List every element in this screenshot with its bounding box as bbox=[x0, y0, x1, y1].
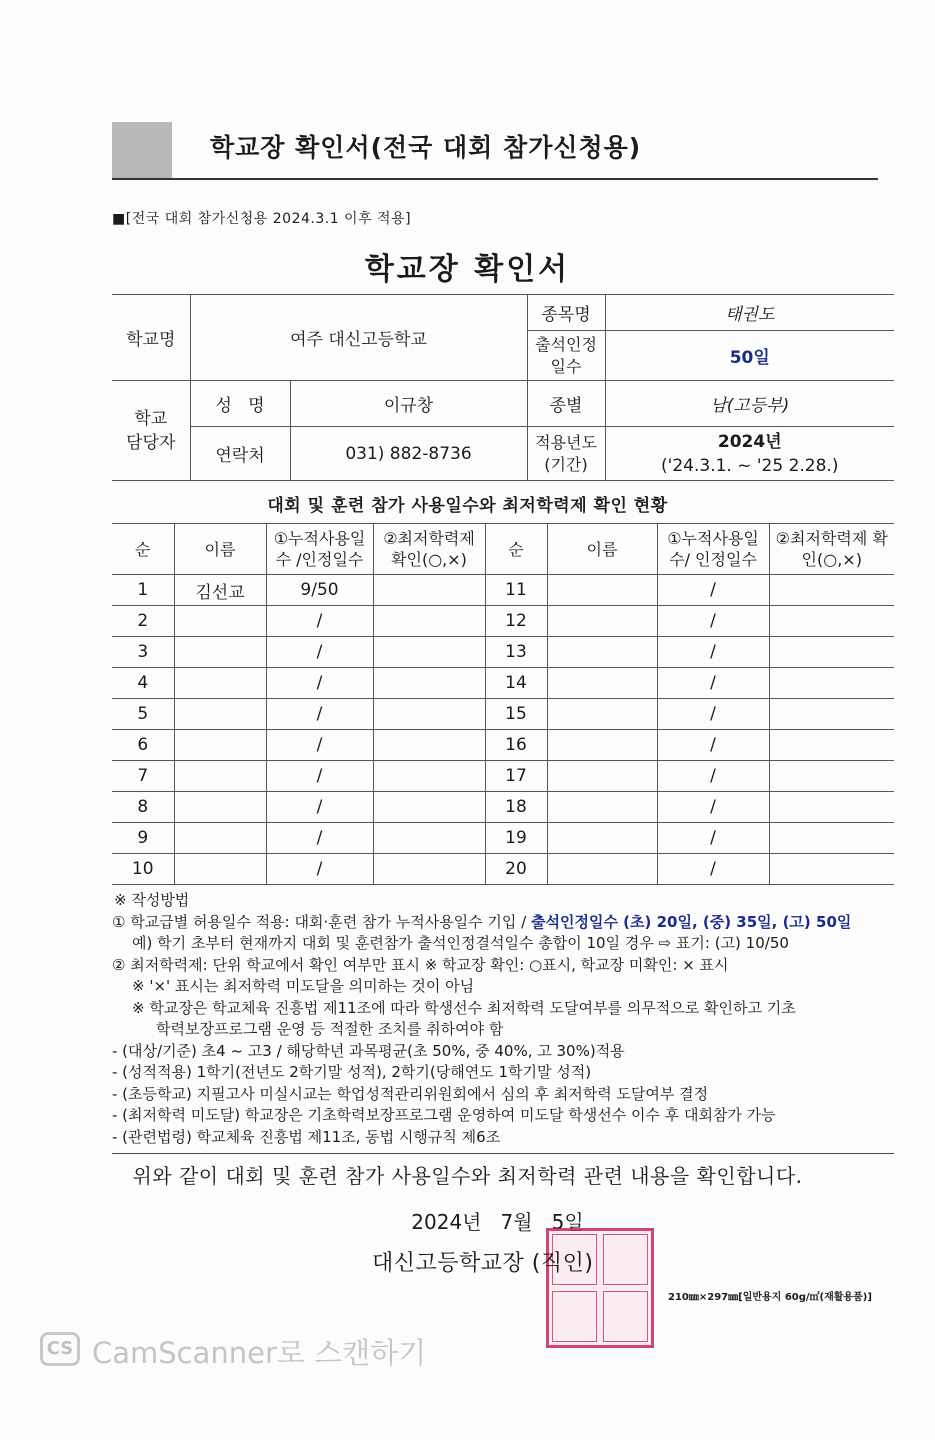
check-cell bbox=[373, 575, 485, 606]
col-header-check-right: ②최저학력제 확인(○,×) bbox=[769, 524, 894, 575]
attendance-value: 50일 bbox=[605, 331, 894, 381]
check-cell bbox=[769, 823, 894, 854]
student-name bbox=[547, 606, 657, 637]
student-name: 김선교 bbox=[174, 575, 266, 606]
check-cell bbox=[373, 761, 485, 792]
note-1-highlight: 출석인정일수 (초) 20일, (중) 35일, (고) 50일 bbox=[531, 912, 852, 931]
row-number: 10 bbox=[112, 854, 174, 885]
days-cell: / bbox=[657, 792, 769, 823]
student-name bbox=[174, 761, 266, 792]
check-cell bbox=[769, 792, 894, 823]
check-cell bbox=[769, 699, 894, 730]
student-name bbox=[547, 730, 657, 761]
days-cell: / bbox=[657, 637, 769, 668]
row-number: 1 bbox=[112, 575, 174, 606]
days-cell: / bbox=[657, 730, 769, 761]
detail-5: - (관련법령) 학교체육 진흥법 제11조, 동법 시행규칙 제6조 bbox=[112, 1127, 501, 1146]
table-row bbox=[112, 668, 894, 699]
check-cell bbox=[373, 637, 485, 668]
table-row bbox=[112, 637, 894, 668]
row-number: 11 bbox=[485, 575, 547, 606]
table-row bbox=[112, 606, 894, 637]
event-value: 태권도 bbox=[605, 295, 894, 331]
attendance-label: 출석인정 일수 bbox=[527, 331, 605, 381]
confirmation-statement: 위와 같이 대회 및 훈련 참가 사용일수와 최저학력 관련 내용을 확인합니다. bbox=[132, 1164, 803, 1188]
days-cell: / bbox=[657, 823, 769, 854]
table-row bbox=[112, 730, 894, 761]
days-cell: / bbox=[266, 792, 373, 823]
check-cell bbox=[769, 668, 894, 699]
days-cell: 9/50 bbox=[266, 575, 373, 606]
row-number: 13 bbox=[485, 637, 547, 668]
header-title: 학교장 확인서(전국 대회 참가신청용) bbox=[210, 133, 642, 162]
paper-spec: 210㎜×297㎜[일반용지 60g/㎡(재활용품)] bbox=[668, 1292, 872, 1303]
period-value: ('24.3.1. ~ '25 2.28.) bbox=[661, 455, 839, 476]
note-2: ② 최저학력제: 단위 학교에서 확인 여부만 표시 ※ 학교장 확인: ○표시, 학교장 미확인: × 표시 bbox=[112, 955, 729, 974]
check-cell bbox=[373, 854, 485, 885]
student-name bbox=[174, 854, 266, 885]
row-number: 14 bbox=[485, 668, 547, 699]
row-number: 9 bbox=[112, 823, 174, 854]
row-number: 7 bbox=[112, 761, 174, 792]
check-cell bbox=[373, 606, 485, 637]
contact-label: 연락처 bbox=[190, 427, 290, 481]
name-value: 이규창 bbox=[290, 381, 527, 427]
days-cell: / bbox=[266, 668, 373, 699]
manager-label: 학교 담당자 bbox=[112, 381, 190, 481]
student-name bbox=[547, 823, 657, 854]
row-number: 8 bbox=[112, 792, 174, 823]
col-header-no-left: 순 bbox=[112, 524, 174, 575]
table-row bbox=[112, 792, 894, 823]
row-number: 2 bbox=[112, 606, 174, 637]
check-cell bbox=[769, 637, 894, 668]
attendance-table bbox=[112, 523, 894, 885]
check-cell bbox=[769, 761, 894, 792]
days-cell: / bbox=[266, 761, 373, 792]
gender-value: 남(고등부) bbox=[605, 381, 894, 427]
table-row bbox=[112, 854, 894, 885]
col-header-name-right: 이름 bbox=[547, 524, 657, 575]
table-row bbox=[112, 699, 894, 730]
year-label: 적용년도 (기간) bbox=[527, 427, 605, 481]
student-name bbox=[174, 668, 266, 699]
writing-instructions bbox=[112, 890, 912, 1148]
camscanner-watermark: CamScanner로 스캔하기 bbox=[92, 1336, 427, 1370]
detail-3: - (초등학교) 지필고사 미실시교는 학업성적관리위원회에서 심의 후 최저학력 도달여부 결정 bbox=[112, 1084, 709, 1103]
year-value-cell bbox=[605, 427, 894, 481]
check-cell bbox=[373, 792, 485, 823]
student-name bbox=[547, 699, 657, 730]
name-label: 성 명 bbox=[190, 381, 290, 427]
table-row bbox=[112, 761, 894, 792]
header-gray-block bbox=[112, 122, 172, 180]
student-name bbox=[174, 730, 266, 761]
col-header-days-right: ①누적사용일수/ 인정일수 bbox=[657, 524, 769, 575]
days-cell: / bbox=[657, 699, 769, 730]
col-header-name-left: 이름 bbox=[174, 524, 266, 575]
row-number: 12 bbox=[485, 606, 547, 637]
note-4: ※ 학교장은 학교체육 진흥법 제11조에 따라 학생선수 최저학력 도달여부를 의무적으로 확인하고 기초 bbox=[132, 998, 796, 1017]
school-name-label: 학교명 bbox=[112, 295, 190, 381]
days-cell: / bbox=[266, 699, 373, 730]
gender-label: 종별 bbox=[527, 381, 605, 427]
issue-date: 2024년 7월 5일 bbox=[411, 1210, 584, 1234]
detail-2: - (성적적용) 1학기(전년도 2학기말 성적), 2학기(당해연도 1학기말 성적) bbox=[112, 1063, 592, 1081]
table-row bbox=[112, 823, 894, 854]
table-row bbox=[112, 575, 894, 606]
document-title: 학교장 확인서 bbox=[364, 252, 571, 287]
check-cell bbox=[769, 606, 894, 637]
row-number: 4 bbox=[112, 668, 174, 699]
student-name bbox=[547, 668, 657, 699]
row-number: 19 bbox=[485, 823, 547, 854]
student-name bbox=[174, 699, 266, 730]
student-name bbox=[174, 792, 266, 823]
check-cell bbox=[769, 854, 894, 885]
student-name bbox=[174, 637, 266, 668]
row-number: 5 bbox=[112, 699, 174, 730]
student-name bbox=[547, 575, 657, 606]
days-cell: / bbox=[657, 606, 769, 637]
student-name bbox=[174, 823, 266, 854]
col-header-check-left: ②최저학력제 확인(○,×) bbox=[373, 524, 485, 575]
row-number: 15 bbox=[485, 699, 547, 730]
check-cell bbox=[769, 575, 894, 606]
principal-signature: 대신고등학교장 (직인) bbox=[372, 1251, 594, 1276]
check-cell bbox=[373, 730, 485, 761]
col-header-no-right: 순 bbox=[485, 524, 547, 575]
row-number: 17 bbox=[485, 761, 547, 792]
student-name bbox=[547, 854, 657, 885]
check-cell bbox=[373, 699, 485, 730]
col-header-days-left: ①누적사용일수 /인정일수 bbox=[266, 524, 373, 575]
note-1-text: ① 학교급별 허용일수 적용: 대회·훈련 참가 누적사용일수 기입 / bbox=[112, 912, 531, 931]
header-divider bbox=[112, 178, 878, 180]
note-1-example: 예) 학기 초부터 현재까지 대회 및 훈련참가 출석인정결석일수 총합이 10일 경우 ⇨ 표기: (고) 10/50 bbox=[132, 934, 789, 952]
school-info-table bbox=[112, 294, 894, 481]
section-title: 대회 및 훈련 참가 사용일수와 최저학력제 확인 현황 bbox=[267, 496, 668, 516]
event-label: 종목명 bbox=[527, 295, 605, 331]
days-cell: / bbox=[266, 606, 373, 637]
year-value: 2024년 bbox=[717, 431, 782, 452]
student-name bbox=[547, 792, 657, 823]
days-cell: / bbox=[266, 730, 373, 761]
note-4-cont: 학력보장프로그램 운영 등 적절한 조치를 취하여야 함 bbox=[156, 1020, 504, 1038]
days-cell: / bbox=[266, 854, 373, 885]
check-cell bbox=[769, 730, 894, 761]
form-subtitle: ■[전국 대회 참가신청용 2024.3.1 이후 적용] bbox=[112, 211, 412, 227]
detail-4: - (최저학력 미도달) 학교장은 기초학력보장프로그램 운영하여 미도달 학생선수 이수 후 대회참가 가능 bbox=[112, 1106, 776, 1124]
check-cell bbox=[373, 823, 485, 854]
student-name bbox=[174, 606, 266, 637]
row-number: 3 bbox=[112, 637, 174, 668]
check-cell bbox=[373, 668, 485, 699]
row-number: 6 bbox=[112, 730, 174, 761]
note-3: ※ '×' 표시는 최저학력 미도달을 의미하는 것이 아님 bbox=[132, 977, 475, 995]
days-cell: / bbox=[657, 761, 769, 792]
note-1 bbox=[112, 912, 912, 934]
row-number: 20 bbox=[485, 854, 547, 885]
row-number: 18 bbox=[485, 792, 547, 823]
notes-divider bbox=[112, 1153, 894, 1154]
days-cell: / bbox=[657, 668, 769, 699]
days-cell: / bbox=[266, 823, 373, 854]
days-cell: / bbox=[657, 854, 769, 885]
contact-value: 031) 882-8736 bbox=[290, 427, 527, 481]
student-name bbox=[547, 761, 657, 792]
school-name-value: 여주 대신고등학교 bbox=[190, 295, 527, 381]
detail-1: - (대상/기준) 초4 ~ 고3 / 해당학년 과목평균(초 50%, 중 40%, 고 30%)적용 bbox=[112, 1041, 625, 1060]
camscanner-logo-icon: CS bbox=[40, 1332, 80, 1366]
days-cell: / bbox=[657, 575, 769, 606]
days-cell: / bbox=[266, 637, 373, 668]
row-number: 16 bbox=[485, 730, 547, 761]
student-name bbox=[547, 637, 657, 668]
notes-heading: ※ 작성방법 bbox=[114, 891, 190, 909]
